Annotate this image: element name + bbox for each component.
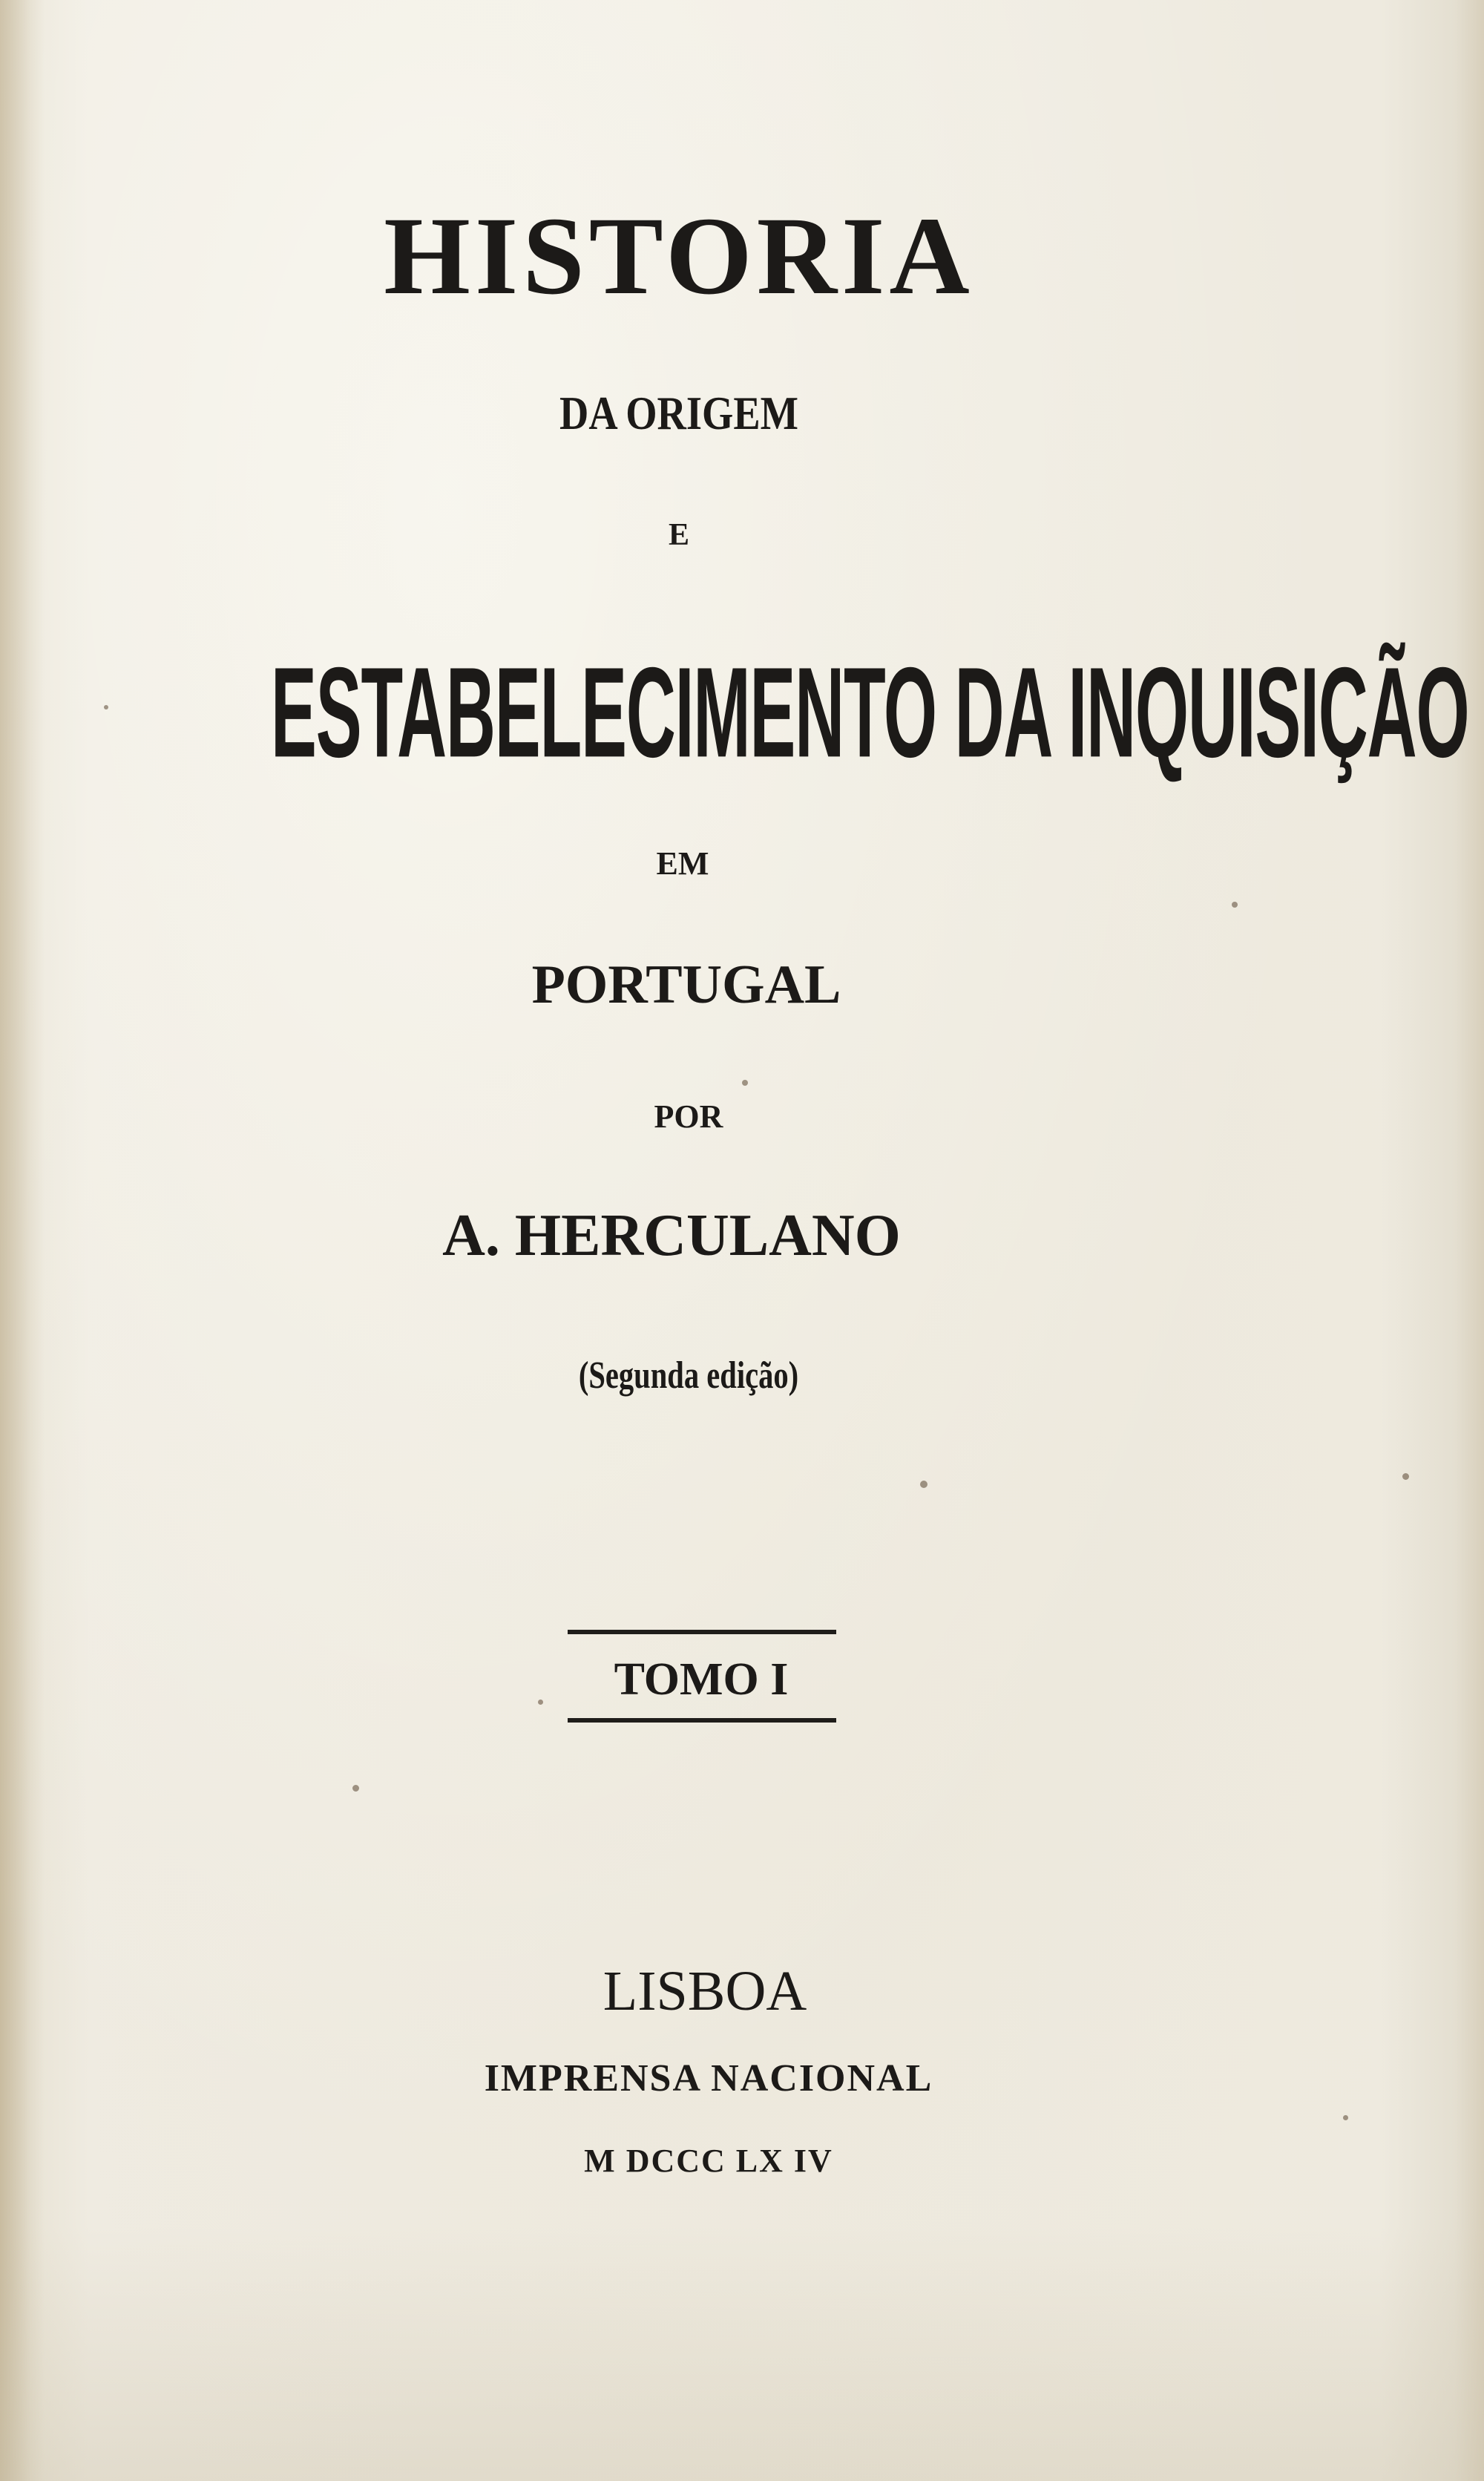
book-title: HISTORIA — [384, 194, 974, 318]
edition-note: (Segunda edição) — [578, 1354, 799, 1397]
imprint-publisher: IMPRENSA NACIONAL — [484, 2057, 933, 2100]
subtitle-place: PORTUGAL — [531, 954, 841, 1015]
paper-speck — [1232, 902, 1238, 908]
author-by: POR — [654, 1098, 723, 1135]
paper-speck — [1402, 1473, 1409, 1480]
subtitle-preposition: EM — [656, 845, 709, 882]
subtitle-line-2: ESTABELECIMENTO DA INQUISIÇÃO — [271, 640, 1469, 784]
page-bottom-wear — [0, 2226, 1484, 2481]
paper-speck — [742, 1080, 748, 1086]
author-name: A. HERCULANO — [442, 1203, 901, 1268]
paper-speck — [104, 705, 108, 709]
volume-label: TOMO I — [614, 1654, 789, 1705]
paper-speck — [1343, 2115, 1348, 2120]
paper-speck — [920, 1481, 928, 1488]
imprint-year: M DCCC LX IV — [584, 2143, 833, 2179]
volume-rule-bottom — [568, 1718, 836, 1723]
imprint-city: LISBOA — [603, 1960, 807, 2022]
subtitle-conjunction: E — [668, 518, 689, 552]
paper-speck — [352, 1785, 359, 1792]
volume-rule-top — [568, 1630, 836, 1634]
paper-speck — [538, 1700, 543, 1705]
subtitle-line-1: DA ORIGEM — [559, 387, 798, 439]
